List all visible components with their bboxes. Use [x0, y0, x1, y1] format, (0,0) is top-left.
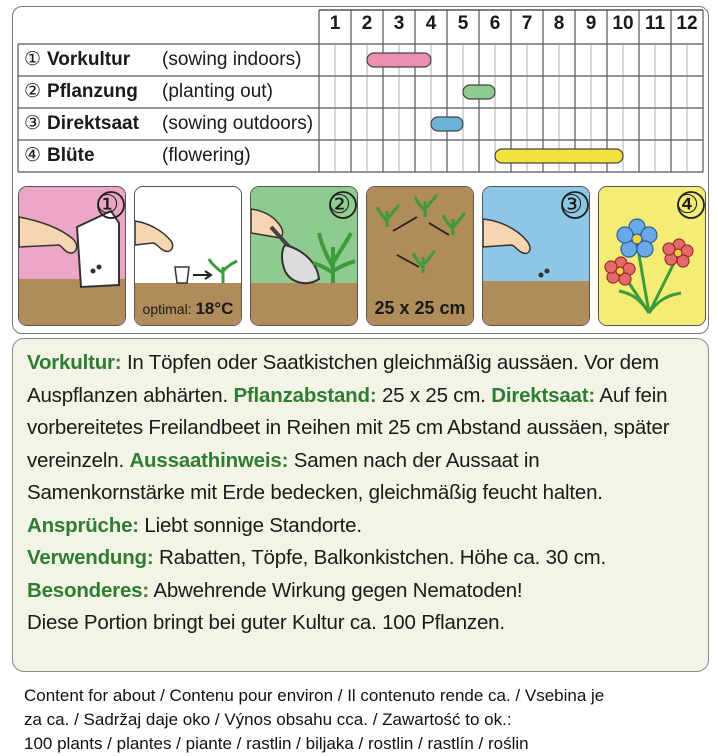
calendar-row-label — [24, 108, 314, 140]
row-label-de: Blüte — [47, 145, 95, 166]
pictogram-germination — [134, 186, 242, 326]
row-number: ① — [24, 49, 42, 70]
seed — [539, 273, 544, 278]
soil — [483, 281, 590, 326]
pictogram-outdoor-sowing — [482, 186, 590, 326]
calendar-row-label — [24, 140, 251, 172]
pictogram-planting-out — [250, 186, 358, 326]
label-aussaathinweis: Aussaathinweis: — [129, 448, 289, 472]
month-label: 7 — [521, 13, 533, 34]
text-besonderes: Abwehrende Wirkung gegen Nematoden! — [153, 578, 523, 602]
row-label-en: (flowering) — [162, 145, 251, 166]
step-badge: ④ — [675, 189, 699, 219]
month-label: 2 — [361, 13, 373, 34]
month-label: 3 — [393, 13, 405, 34]
seed — [91, 269, 96, 274]
description-text — [27, 347, 694, 640]
seed-box — [175, 267, 189, 283]
text-vorkultur: In Töpfen oder Saatkistchen gleichmäßig aussäen. Vor dem Auspflanzen abhärten. — [27, 351, 659, 407]
pictogram-indoor-sowing — [18, 186, 126, 326]
row-label-en: (sowing indoors) — [162, 49, 302, 70]
temperature-value: 18°C — [195, 299, 234, 318]
text-aussaathinweis: Samen nach der Aussaat in Samenkornstärke mit Erde bedecken, gleichmäßig feucht halten. — [27, 448, 603, 504]
germination-caption — [135, 299, 241, 319]
label-pflanzabstand: Pflanzabstand: — [233, 383, 377, 407]
calendar-row-label — [24, 76, 273, 108]
month-label: 8 — [553, 13, 565, 34]
month-label: 11 — [644, 13, 666, 34]
row-label-de: Pflanzung — [47, 81, 138, 102]
seed — [545, 269, 550, 274]
text-portion: Diese Portion bringt bei guter Kultur ca. 100 Pflanzen. — [27, 611, 505, 634]
row-label-de: Vorkultur — [47, 49, 131, 70]
label-direktsaat: Direktsaat: — [491, 383, 595, 407]
footer-line: 100 plants / plantes / piante / rastlin / biljaka / rostlin / rastlín / roślin — [24, 734, 529, 753]
caption-prefix: optimal: — [142, 301, 192, 317]
row-number: ④ — [24, 145, 42, 166]
month-label: 12 — [676, 13, 698, 34]
pictogram-flowering — [598, 186, 706, 326]
step-badge: ① — [95, 189, 119, 219]
month-label: 1 — [329, 13, 341, 34]
label-besonderes: Besonderes: — [27, 578, 149, 602]
calendar-bar-4 — [495, 149, 623, 163]
pictogram-plant-spacing — [366, 186, 474, 326]
row-label-de: Direktsaat — [47, 113, 139, 134]
spacing-caption: 25 x 25 cm — [374, 298, 466, 318]
calendar-bar-3 — [431, 117, 463, 131]
label-ansprueche: Ansprüche: — [27, 513, 139, 537]
footer-line: Content for about / Contenu pour environ / Il contenuto rende ca. / Vsebina je — [24, 686, 605, 705]
month-label: 10 — [612, 13, 634, 34]
row-number: ③ — [24, 113, 42, 134]
cultivation-description — [12, 338, 709, 672]
step-badge: ② — [327, 189, 351, 219]
text-direktsaat: Auf fein vorbereitetes Freilandbeet in Reihen mit 25 cm Abstand aussäen, später vereinzeln. — [27, 383, 670, 472]
row-number: ② — [24, 81, 42, 102]
soil — [251, 283, 358, 326]
footer-line: za ca. / Sadržaj daje oko / Výnos obsahu cca. / Zawartość to ok.: — [24, 710, 512, 729]
month-label: 9 — [585, 13, 597, 34]
calendar-row-label — [24, 44, 302, 76]
month-label: 4 — [425, 13, 437, 34]
step-badge: ③ — [559, 189, 583, 219]
month-label: 6 — [489, 13, 501, 34]
row-label-en: (planting out) — [162, 81, 273, 102]
label-verwendung: Verwendung: — [27, 546, 154, 569]
seed — [97, 265, 102, 270]
row-label-en: (sowing outdoors) — [162, 113, 314, 134]
text-verwendung: Rabatten, Töpfe, Balkonkistchen. Höhe ca. 30 cm. — [159, 546, 606, 569]
calendar-bar-1 — [367, 53, 431, 67]
month-label: 5 — [457, 13, 469, 34]
label-vorkultur: Vorkultur: — [27, 351, 122, 374]
text-ansprueche: Liebt sonnige Standorte. — [144, 513, 362, 537]
calendar-bar-2 — [463, 85, 495, 99]
text-pflanzabstand: 25 x 25 cm. — [381, 383, 486, 407]
content-footer — [24, 684, 714, 756]
